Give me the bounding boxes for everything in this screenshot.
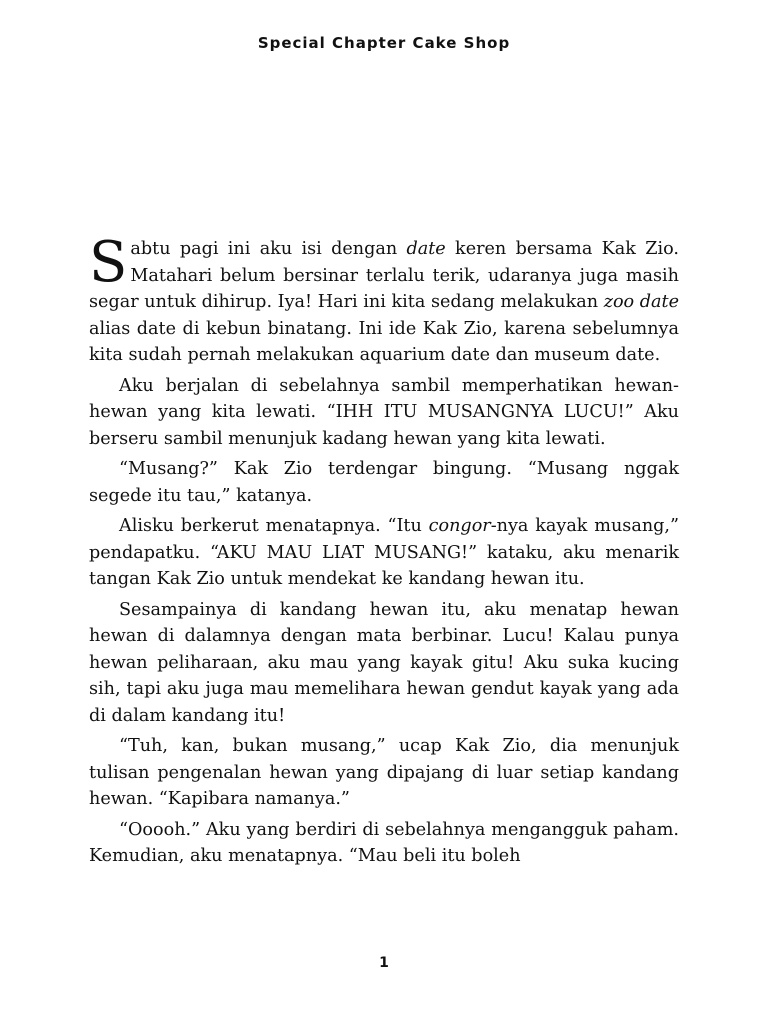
paragraph-4 — [89, 513, 679, 593]
page-number: 1 — [379, 955, 389, 971]
paragraph-2: Aku berjalan di sebelahnya sambil memperhatikan hewan-hewan yang kita lewati. “IHH ITU MUSANGNYA LUCU!” Aku berseru sambil menunjuk kadang hewan yang kita lewati. — [89, 375, 679, 449]
paragraph-4-text-a: Alisku berkerut menatapnya. “Itu — [119, 516, 429, 536]
running-head-title: Special Chapter Cake Shop — [257, 34, 511, 52]
paragraph-1-text-a: abtu pagi ini aku isi dengan — [130, 239, 407, 259]
paragraph-4-italic: congor — [428, 516, 491, 536]
paragraph-1-italic-a: date — [406, 239, 446, 259]
chapter-text — [89, 230, 680, 874]
drop-cap: S — [89, 230, 128, 295]
paragraph-1 — [89, 230, 680, 369]
paragraph-7: “Ooooh.” Aku yang berdiri di sebelahnya mengangguk paham. Kemudian, aku menatapnya. “Mau beli itu boleh — [89, 819, 679, 866]
paragraph-1-italic-b: zoo date — [603, 292, 680, 312]
paragraph-5: Sesampainya di kandang hewan itu, aku menatap hewan hewan di dalamnya dengan mata berbinar. Lucu! Kalau punya hewan peliharaan, aku mau yang kayak gitu! Aku suka kucing sih, tapi aku juga mau memelihara hewan gendut kayak yang ada di dalam kandang itu! — [89, 599, 679, 726]
paragraph-3: “Musang?” Kak Zio terdengar bingung. “Musang nggak segede itu tau,” katanya. — [89, 459, 679, 506]
paragraph-1-text-c: alias date di kebun binatang. Ini ide Kak Zio, karena sebelumnya kita sudah pernah melakukan aquarium date dan museum date. — [89, 318, 679, 365]
paragraph-4-text-b: -nya kayak musang,” pendapatku. “AKU MAU LIAT MUSANG!” kataku, aku menarik tangan Kak Zio untuk mendekat ke kandang hewan itu. — [89, 516, 679, 589]
paragraph-6: “Tuh, kan, bukan musang,” ucap Kak Zio, dia menunjuk tulisan pengenalan hewan yang dipajang di luar setiap kandang hewan. “Kapibara namanya.” — [89, 736, 679, 809]
paragraph-1-text-b: keren bersama Kak Zio. Matahari belum bersinar terlalu terik, udaranya juga masih segar untuk dihirup. Iya! Hari ini kita sedang melakukan — [89, 239, 679, 312]
